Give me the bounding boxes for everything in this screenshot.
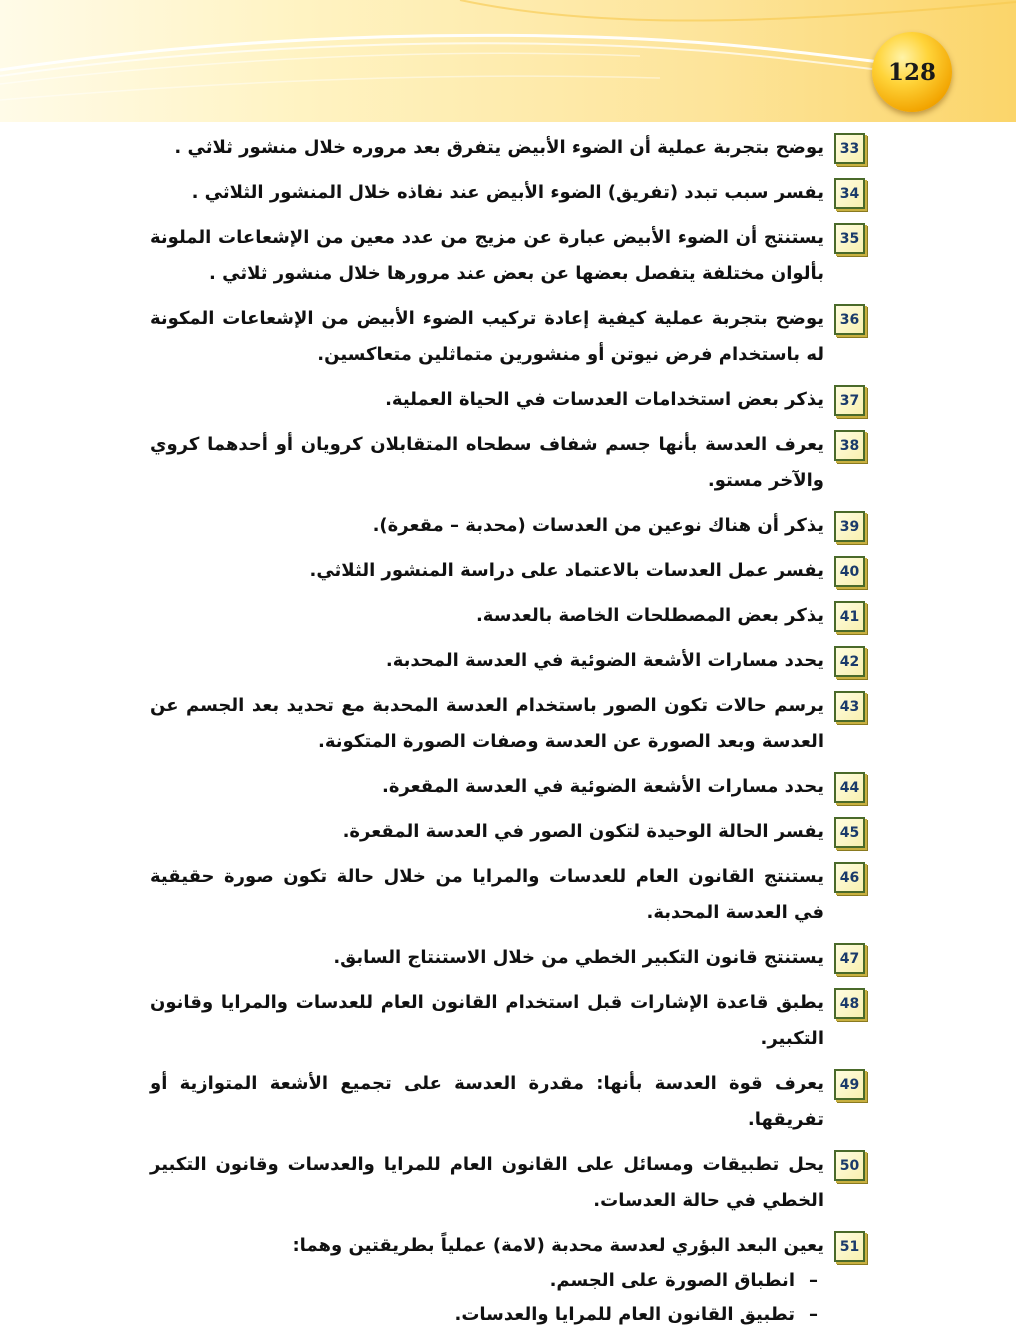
objective-text: يوضح بتجربة عملية كيفية إعادة تركيب الضوء الأبيض من الإشعاعات المكونة له باستخدام فرض نيوتن أو منشورين متماثلين متعاكسين.	[150, 308, 824, 365]
objective-item-45	[150, 814, 865, 850]
objective-number: 44	[834, 772, 865, 803]
objective-number: 50	[834, 1150, 865, 1181]
objective-item-44	[150, 769, 865, 805]
objective-item-37	[150, 382, 865, 418]
methods-list	[150, 1264, 824, 1332]
objective-number: 45	[834, 817, 865, 848]
objective-text: يعرف العدسة بأنها جسم شفاف سطحاه المتقابلان كرويان أو أحدهما كروي والآخر مستو.	[150, 434, 824, 491]
objective-number: 49	[834, 1069, 865, 1100]
objective-item-40	[150, 553, 865, 589]
objective-text: يحدد مسارات الأشعة الضوئية في العدسة المقعرة.	[381, 776, 824, 797]
objective-text: يعين البعد البؤري لعدسة محدبة (لامة) عملياً بطريقتين وهما:	[292, 1235, 824, 1256]
objective-text: يطبق قاعدة الإشارات قبل استخدام القانون العام للعدسات والمرايا وقانون التكبير.	[150, 992, 824, 1049]
objective-item-34	[150, 175, 865, 211]
objective-text: يوضح بتجربة عملية أن الضوء الأبيض يتفرق بعد مروره خلال منشور ثلاثي .	[174, 137, 824, 158]
page-number-badge	[872, 32, 952, 112]
objective-number: 41	[834, 601, 865, 632]
objective-number: 47	[834, 943, 865, 974]
objective-item-48	[150, 985, 865, 1057]
objective-text: يفسر عمل العدسات بالاعتماد على دراسة المنشور الثلاثي.	[309, 560, 824, 581]
method-text: تطبيق القانون العام للمرايا والعدسات.	[454, 1304, 795, 1325]
objective-item-46	[150, 859, 865, 931]
objective-item-47	[150, 940, 865, 976]
objective-number: 42	[834, 646, 865, 677]
objective-text: يستنتج القانون العام للعدسات والمرايا من خلال حالة تكون صورة حقيقية في العدسة المحدبة.	[150, 866, 824, 923]
objective-text: يعرف قوة العدسة بأنها: مقدرة العدسة على تجميع الأشعة المتوازية أو تفريقها.	[150, 1073, 824, 1130]
objective-number: 43	[834, 691, 865, 722]
objective-number: 40	[834, 556, 865, 587]
objective-text: يذكر أن هناك نوعين من العدسات (محدبة – مقعرة).	[372, 515, 824, 536]
objective-item-43	[150, 688, 865, 760]
objective-number: 39	[834, 511, 865, 542]
objective-number: 38	[834, 430, 865, 461]
objective-text: يرسم حالات تكون الصور باستخدام العدسة المحدبة مع تحديد بعد الجسم عن العدسة وبعد الصورة عن العدسة وصفات الصورة المتكونة.	[150, 695, 824, 752]
page-header-band	[0, 0, 1016, 122]
objective-number: 51	[834, 1231, 865, 1262]
objective-item-42	[150, 643, 865, 679]
objective-number: 48	[834, 988, 865, 1019]
objective-text: يحل تطبيقات ومسائل على القانون العام للمرايا والعدسات وقانون التكبير الخطي في حالة العدسات.	[150, 1154, 824, 1211]
objective-text: يذكر بعض استخدامات العدسات في الحياة العملية.	[385, 389, 824, 410]
objective-number: 46	[834, 862, 865, 893]
objective-number: 37	[834, 385, 865, 416]
objective-item-38	[150, 427, 865, 499]
objective-item-36	[150, 301, 865, 373]
objective-item-41	[150, 598, 865, 634]
objective-text: يستنتج قانون التكبير الخطي من خلال الاستنتاج السابق.	[333, 947, 824, 968]
objective-text: يفسر سبب تبدد (تفريق) الضوء الأبيض عند نفاذه خلال المنشور الثلاثي .	[191, 182, 824, 203]
objective-number: 33	[834, 133, 865, 164]
page-number: 128	[887, 58, 936, 86]
method-text: انطباق الصورة على الجسم.	[549, 1270, 795, 1291]
objective-number: 34	[834, 178, 865, 209]
objective-item-39	[150, 508, 865, 544]
dash-bullet: –	[809, 1270, 818, 1291]
objective-text: يذكر بعض المصطلحات الخاصة بالعدسة.	[475, 605, 824, 626]
objective-item-51	[150, 1228, 865, 1332]
objective-text: يفسر الحالة الوحيدة لتكون الصور في العدسة المقعرة.	[342, 821, 824, 842]
objective-text: يستنتج أن الضوء الأبيض عبارة عن مزيج من عدد معين من الإشعاعات الملونة بألوان مختلفة يتفصل بعضها عن بعض عند مرورها خلال منشور ثلاثي .	[150, 227, 824, 284]
method-item	[150, 1298, 824, 1332]
objective-item-49	[150, 1066, 865, 1138]
objective-item-50	[150, 1147, 865, 1219]
header-decoration	[0, 0, 1016, 122]
dash-bullet: –	[809, 1304, 818, 1325]
objective-item-35	[150, 220, 865, 292]
objective-item-33	[150, 130, 865, 166]
objective-number: 35	[834, 223, 865, 254]
method-item	[150, 1264, 824, 1298]
objectives-list	[150, 130, 865, 1341]
objective-number: 36	[834, 304, 865, 335]
objective-text: يحدد مسارات الأشعة الضوئية في العدسة المحدبة.	[385, 650, 824, 671]
